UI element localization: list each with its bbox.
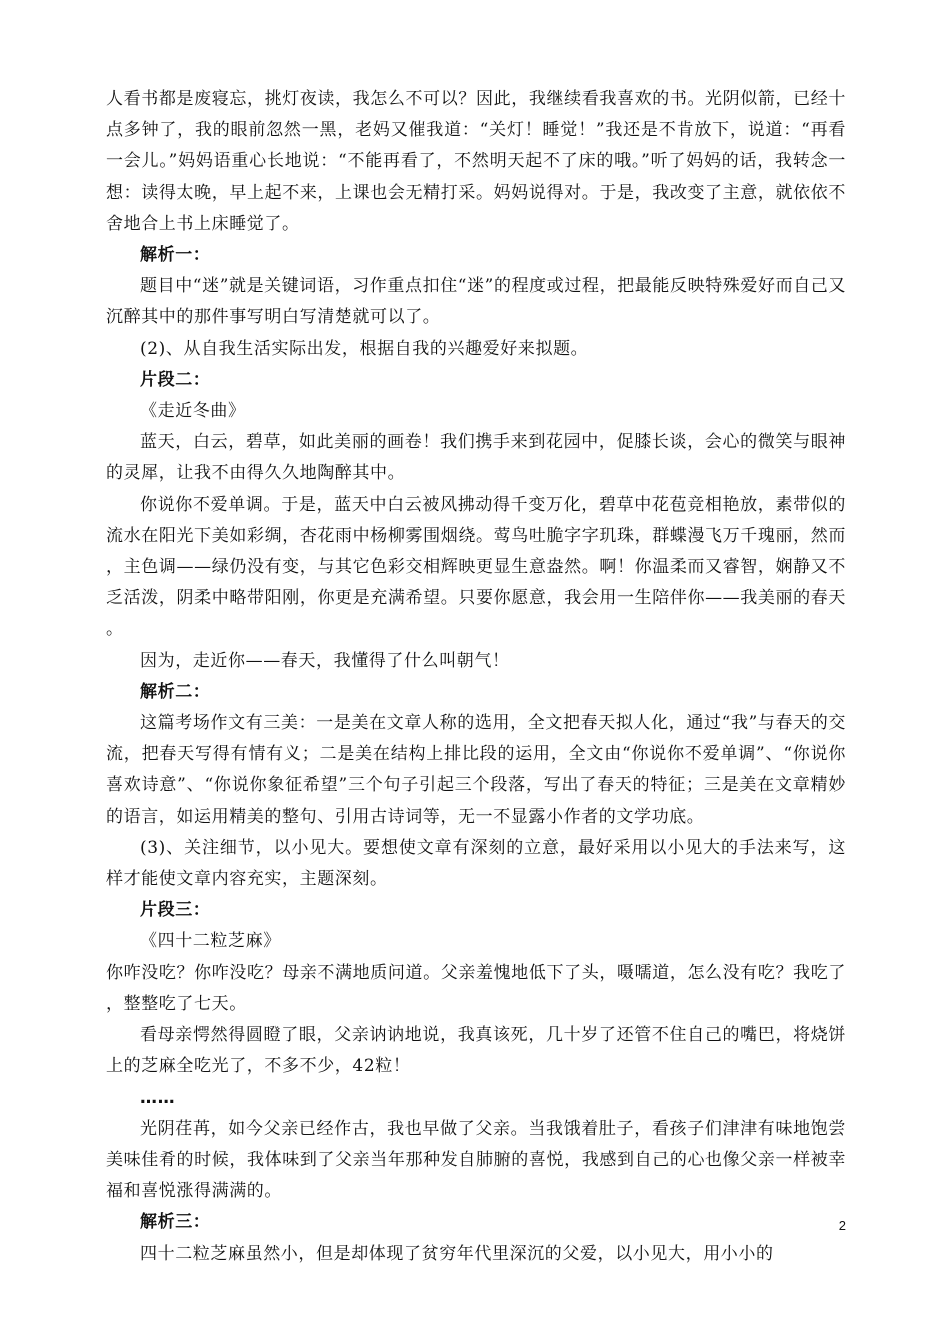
paragraph-continuation: 人看书都是废寝忘，挑灯夜读，我怎么不可以？因此，我继续看我喜欢的书。光阴似箭，已经十点多钟了，我的眼前忽然一黑，老妈又催我道：“关灯！睡觉！”我还是不肯放下，说道：“再看一会儿。”妈妈语重心长地说：“不能再看了，不然明天起不了床的哦。”听了妈妈的话，我转念一想：读得太晚，早上起不来，上课也会无精打采。妈妈说得对。于是，我改变了主意，就依依不舍地合上书上床睡觉了。 [106, 89, 846, 234]
tip-2: (2)、从自我生活实际出发，根据自我的兴趣爱好来拟题。 [140, 338, 589, 359]
excerpt-2-paragraph-1: 蓝天，白云，碧草，如此美丽的画卷！我们携手来到花园中，促膝长谈，会心的微笑与眼神的灵犀，让我不由得久久地陶醉其中。 [106, 432, 846, 484]
analysis-text-2: 这篇考场作文有三美：一是美在文章人称的选用，全文把春天拟人化，通过“我”与春天的交流，把春天写得有情有义；二是美在结构上排比段的运用，全文由“你说你不爱单调”、“你说你喜欢诗意”、“你说你象征希望”三个句子引起三个段落，写出了春天的特征；三是美在文章精妙的语言，如运用精美的整句、引用古诗词等，无一不显露小作者的文学功底。 [106, 713, 846, 827]
excerpt-title-3: 《四十二粒芝麻》 [140, 931, 281, 952]
excerpt-3-paragraph-3: 光阴荏苒，如今父亲已经作古，我也早做了父亲。当我饿着肚子，看孩子们津津有味地饱尝美味佳肴的时候，我体味到了父亲当年那种发自肺腑的喜悦，我感到自己的心也像父亲一样被幸福和喜悦涨得满满的。 [106, 1118, 846, 1202]
analysis-heading-2: 解析二： [140, 681, 211, 702]
excerpt-title-2: 《走近冬曲》 [140, 401, 246, 422]
excerpt-2-paragraph-2: 你说你不爱单调。于是，蓝天中白云被风拂动得千变万化，碧草中花苞竞相艳放，素带似的流水在阳光下美如彩绸，杏花雨中杨柳雾围烟绕。莺鸟吐脆字字玑珠，群蝶漫飞万千瑰丽，然而，主色调——绿仍没有变，与其它色彩交相辉映更显生意盎然。啊！你温柔而又睿智，娴静又不乏活泼，阴柔中略带阳刚，你更是充满希望。只要你愿意，我会用一生陪伴你——我美丽的春天。 [106, 494, 846, 640]
ellipsis: …… [140, 1087, 176, 1108]
page-number: 2 [838, 1218, 846, 1233]
analysis-text-3: 四十二粒芝麻虽然小，但是却体现了贫穷年代里深沉的父爱，以小见大，用小小的 [140, 1243, 774, 1264]
excerpt-3-paragraph-2: 看母亲愕然得圆瞪了眼，父亲讷讷地说，我真该死，几十岁了还管不住自己的嘴巴，将烧饼上的芝麻全吃光了，不多不少，42粒！ [106, 1025, 846, 1077]
tip-3: (3)、关注细节，以小见大。要想使文章有深刻的立意，最好采用以小见大的手法来写，这样才能使文章内容充实，主题深刻。 [106, 837, 846, 890]
analysis-heading-3: 解析三： [140, 1212, 211, 1233]
analysis-text-1: 题目中“迷”就是关键词语，习作重点扣住“迷”的程度或过程，把最能反映特殊爱好而自己又沉醉其中的那件事写明白写清楚就可以了。 [106, 276, 846, 328]
excerpt-heading-2: 片段二： [140, 369, 211, 390]
analysis-heading-1: 解析一： [140, 245, 211, 266]
excerpt-2-paragraph-3: 因为，走近你——春天，我懂得了什么叫朝气！ [140, 650, 510, 671]
document-body [106, 84, 846, 1270]
excerpt-3-paragraph-1: 你咋没吃？你咋没吃？母亲不满地质问道。父亲羞愧地低下了头，嗫嚅道，怎么没有吃？我吃了，整整吃了七天。 [106, 962, 846, 1014]
excerpt-heading-3: 片段三： [140, 900, 211, 921]
